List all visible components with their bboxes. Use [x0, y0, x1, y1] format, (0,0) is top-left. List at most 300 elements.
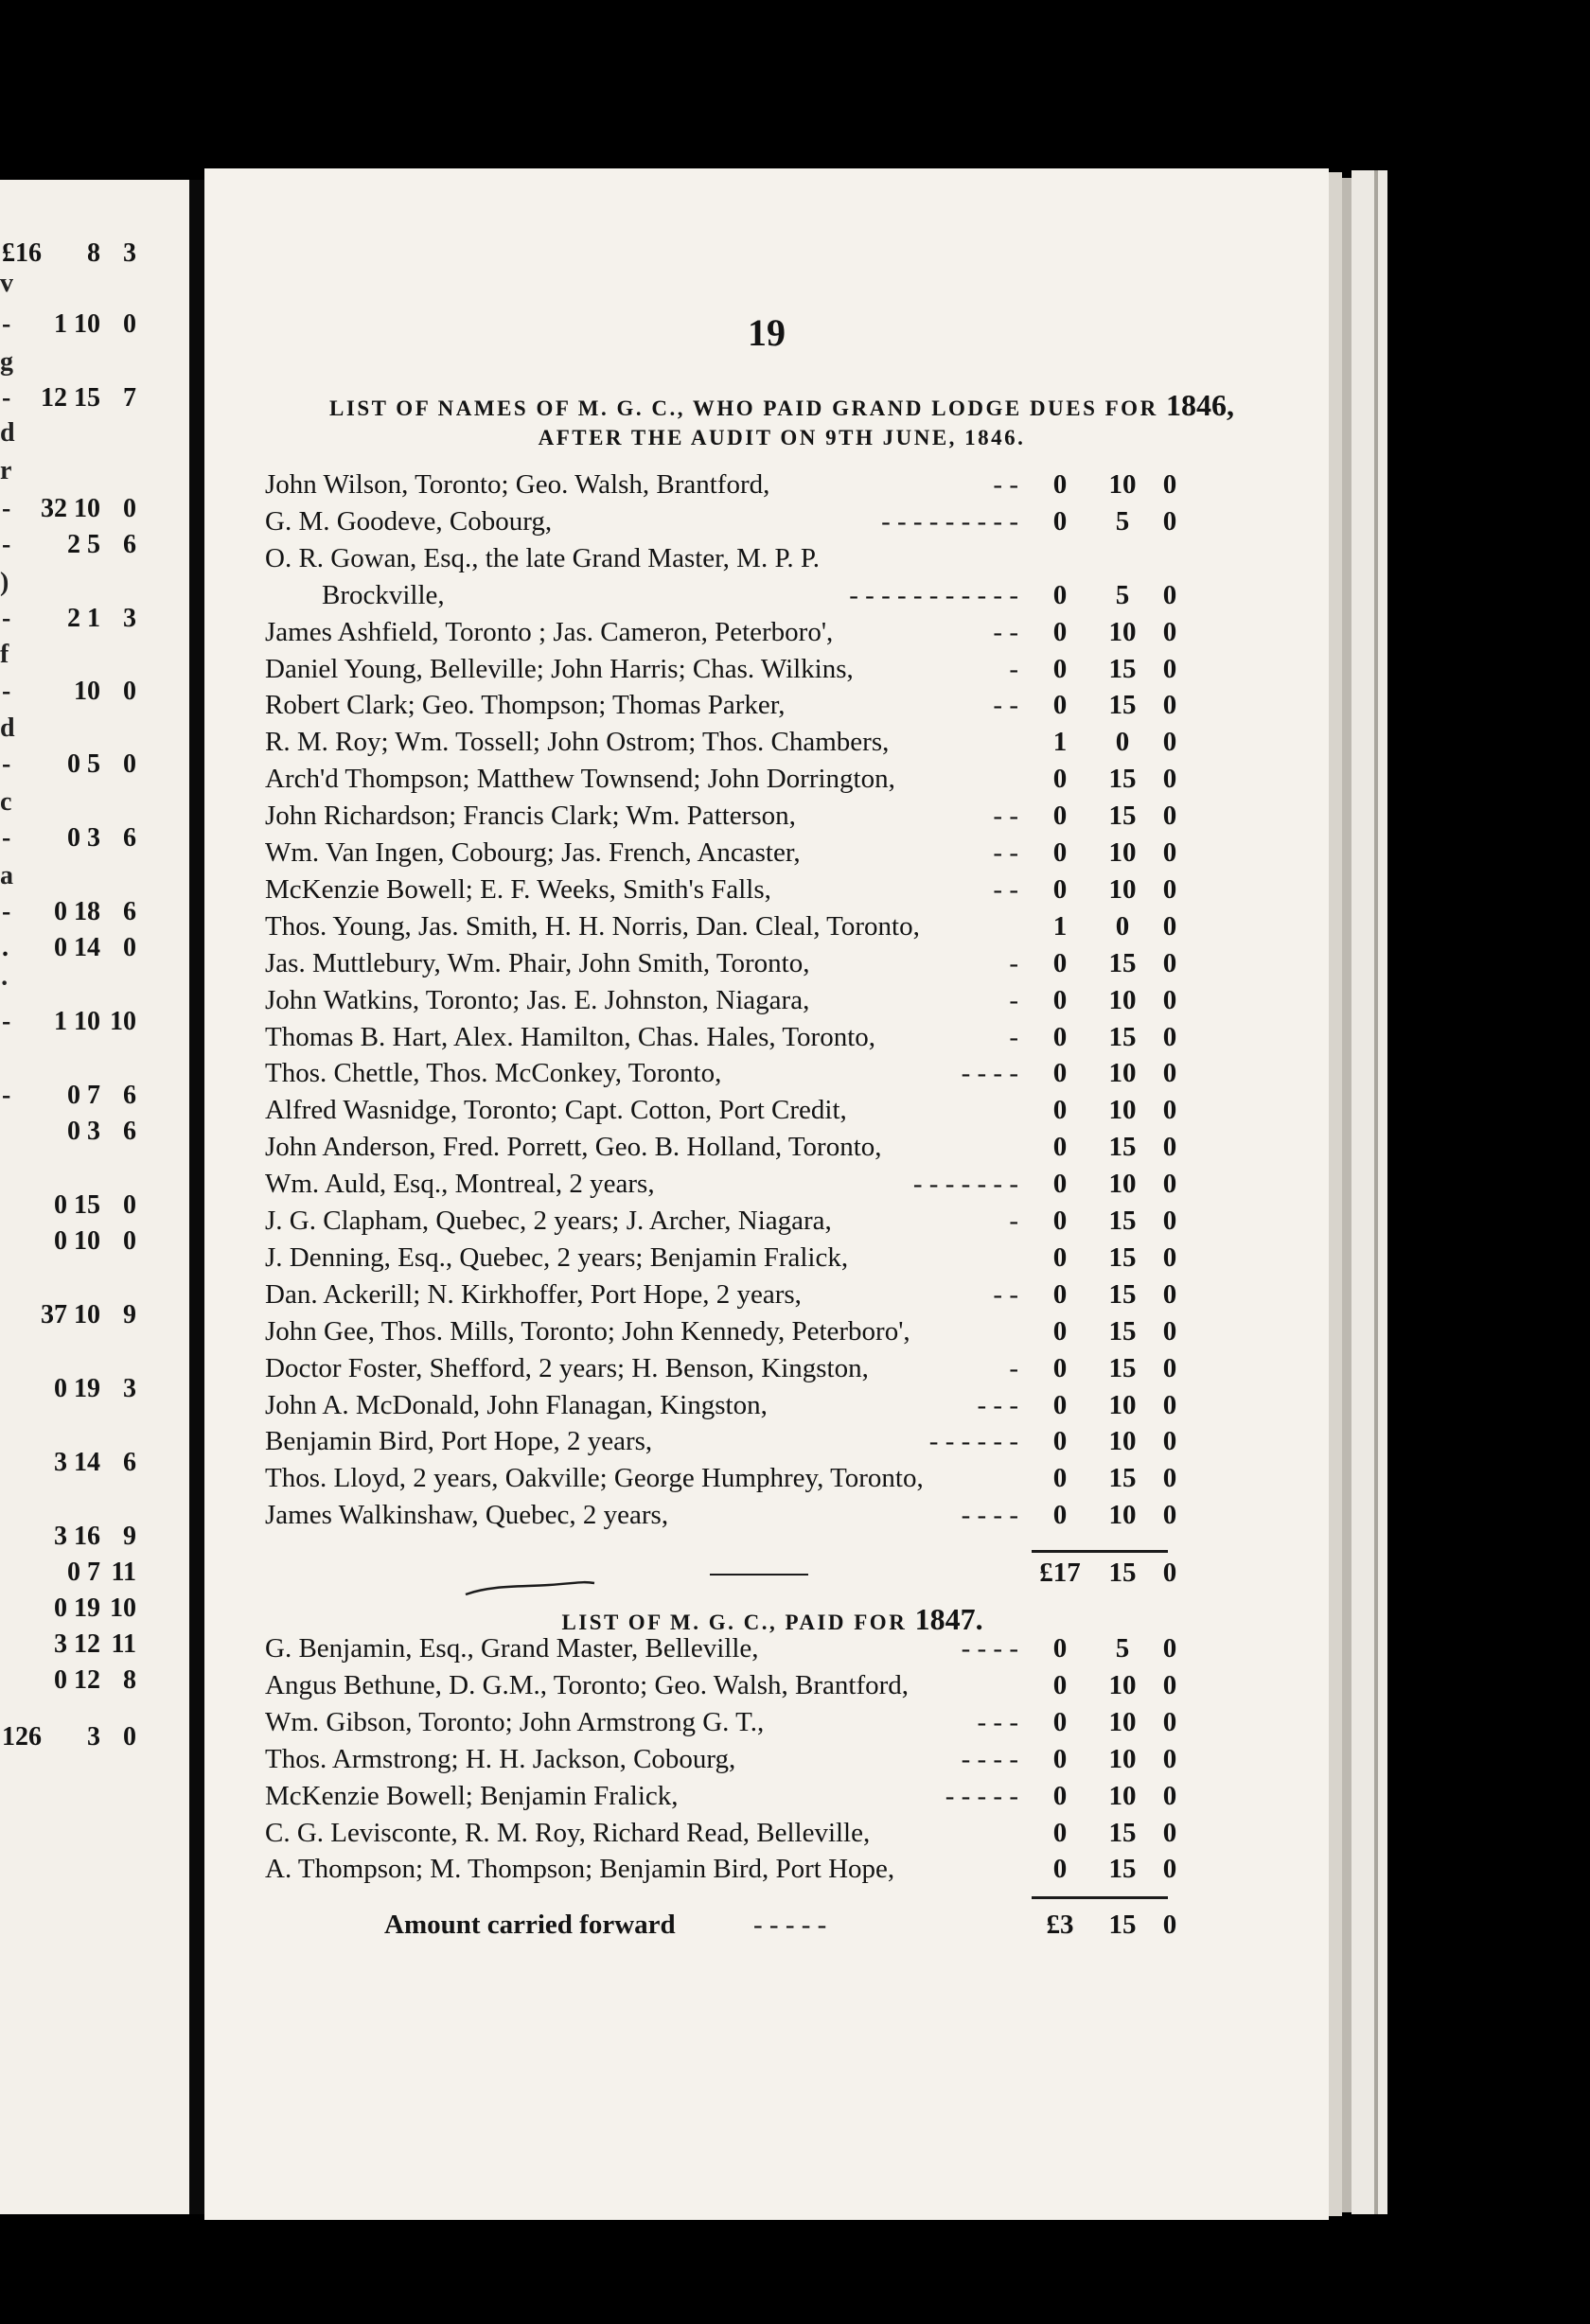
amount-pounds: 0 [1052, 1706, 1068, 1737]
left-page-row [0, 677, 140, 714]
left-row-pence: 0 [123, 494, 136, 523]
left-row-amount: 0 10 [54, 1226, 100, 1256]
entry-name: Thomas B. Hart, Alex. Hamilton, Chas. Hales, Toronto, [265, 1021, 876, 1052]
heading-1847 [299, 1602, 1246, 1637]
left-row-amount: 0 18 [54, 897, 100, 926]
entry-row [204, 985, 1329, 1023]
amount-pence: 0 [1162, 1780, 1177, 1811]
entry-row [204, 1781, 1329, 1819]
heading-1847-year: 1847. [914, 1602, 983, 1636]
amount-pence: 0 [1162, 873, 1177, 905]
entry-row [204, 1316, 1329, 1354]
amount-pence: 0 [1162, 727, 1177, 758]
amount-pounds: 0 [1052, 1854, 1068, 1885]
heading-1846 [261, 388, 1302, 423]
left-row-pence: 0 [123, 677, 136, 706]
leader-dashes: - - - [977, 1706, 1018, 1737]
entry-row [204, 837, 1329, 875]
left-page-row [0, 1722, 140, 1760]
leader-dashes: - - - - [961, 1743, 1018, 1774]
left-row-label: . [2, 933, 9, 962]
entry-row [204, 1169, 1329, 1206]
left-row-label: 126 [2, 1722, 42, 1752]
entry-name: Thos. Lloyd, 2 years, Oakville; George Humphrey, Toronto, [265, 1463, 924, 1494]
left-row-amount: 3 12 [54, 1629, 100, 1659]
entry-name: G. M. Goodeve, Cobourg, [265, 505, 553, 537]
entry-name: Brockville, [322, 579, 445, 610]
entry-name: John Wilson, Toronto; Geo. Walsh, Brantford, [265, 469, 770, 500]
left-row-amount: 0 3 [67, 823, 100, 853]
left-page-fragment: v [0, 269, 13, 298]
amount-pence: 0 [1162, 690, 1177, 721]
left-row-pence: 0 [123, 933, 136, 962]
amount-pounds: 0 [1052, 1132, 1068, 1163]
entry-row [204, 506, 1329, 544]
left-page-fragment: d [0, 713, 15, 743]
entry-name: Wm. Gibson, Toronto; John Armstrong G. T., [265, 1706, 765, 1737]
amount-pence: 0 [1162, 1315, 1177, 1347]
page-gutter [189, 180, 204, 2214]
amount-pounds: 0 [1052, 837, 1068, 868]
left-row-label: - [2, 823, 11, 853]
left-page-row [0, 1190, 140, 1228]
left-row-label: - [2, 677, 11, 706]
leader-dashes: - - - - [961, 1500, 1018, 1531]
amount-pounds: 0 [1052, 1780, 1068, 1811]
left-row-pence: 6 [123, 1081, 136, 1110]
amount-pence: 0 [1162, 1854, 1177, 1885]
amount-pounds: 0 [1052, 1352, 1068, 1383]
amount-pence: 0 [1162, 579, 1177, 610]
amount-pounds: 0 [1052, 947, 1068, 978]
amount-pence: 0 [1162, 1389, 1177, 1420]
leader-dashes: - - - - - - - - - - - [849, 579, 1018, 610]
heading-1846-text: LIST OF NAMES OF M. G. C., WHO PAID GRAND LODGE DUES FOR [329, 396, 1158, 420]
left-row-pence: 10 [110, 1593, 136, 1623]
entry-name: James Ashfield, Toronto ; Jas. Cameron, Peterboro', [265, 616, 834, 647]
amount-shillings: 10 [1108, 1706, 1137, 1737]
left-page-row [0, 1448, 140, 1486]
left-row-pence: 6 [123, 897, 136, 926]
left-row-amount: 0 3 [67, 1117, 100, 1146]
entry-row [204, 874, 1329, 912]
amount-shillings: 15 [1108, 1315, 1137, 1347]
left-page-row [0, 1629, 140, 1667]
amount-shillings: 5 [1115, 505, 1130, 537]
amount-pence: 0 [1162, 469, 1177, 500]
amount-shillings: 15 [1108, 1854, 1137, 1885]
entry-row [204, 1390, 1329, 1428]
amount-shillings: 10 [1108, 1780, 1137, 1811]
entry-name: John Watkins, Toronto; Jas. E. Johnston, Niagara, [265, 984, 810, 1015]
left-row-amount: 0 19 [54, 1374, 100, 1403]
amount-pounds: 0 [1052, 579, 1068, 610]
leader-dashes: - - [993, 801, 1018, 832]
amount-pence: 0 [1162, 1558, 1177, 1588]
amount-pence: 0 [1162, 1500, 1177, 1531]
leader-dashes: - - - - - [753, 1910, 827, 1940]
amount-pence: 0 [1162, 1352, 1177, 1383]
left-row-amount: 0 19 [54, 1593, 100, 1623]
amount-pence: 0 [1162, 1021, 1177, 1052]
amount-pounds: 0 [1052, 1058, 1068, 1089]
left-page-row [0, 604, 140, 642]
leader-dashes: - [1009, 1021, 1018, 1052]
entry-name: Daniel Young, Belleville; John Harris; Chas. Wilkins, [265, 653, 854, 684]
left-row-label: - [2, 309, 11, 339]
amount-pounds: 0 [1052, 764, 1068, 795]
entry-row [204, 1353, 1329, 1391]
left-row-pence: 10 [110, 1007, 136, 1036]
amount-pence: 0 [1162, 1132, 1177, 1163]
entry-name: Thos. Chettle, Thos. McConkey, Toronto, [265, 1058, 722, 1089]
entry-name: John Richardson; Francis Clark; Wm. Patterson, [265, 801, 796, 832]
entry-row [204, 1426, 1329, 1464]
left-page-row [0, 1522, 140, 1559]
entry-name: McKenzie Bowell; Benjamin Fralick, [265, 1780, 679, 1811]
leader-dashes: - - [993, 616, 1018, 647]
page-edge [1329, 172, 1342, 2216]
entry-row [204, 617, 1329, 655]
main-page [204, 168, 1329, 2220]
amount-shillings: 15 [1108, 764, 1137, 795]
left-row-pence: 6 [123, 530, 136, 559]
left-row-pence: 9 [123, 1300, 136, 1329]
amount-shillings: 5 [1115, 1633, 1130, 1664]
amount-shillings: 15 [1108, 1278, 1137, 1310]
amount-pounds: 0 [1052, 1095, 1068, 1126]
amount-pounds: 0 [1052, 1743, 1068, 1774]
entry-row [204, 1818, 1329, 1856]
entry-name: John A. McDonald, John Flanagan, Kingston, [265, 1389, 768, 1420]
amount-pounds: 0 [1052, 873, 1068, 905]
left-row-label: £16 [2, 238, 42, 268]
sum-rule-1846 [1032, 1550, 1168, 1553]
amount-pounds: 0 [1052, 1241, 1068, 1273]
amount-pounds: 0 [1052, 1278, 1068, 1310]
amount-pounds: 0 [1052, 505, 1068, 537]
entry-row [204, 1132, 1329, 1170]
left-page-fragment: · [0, 969, 9, 998]
left-row-pence: 8 [123, 1665, 136, 1695]
amount-shillings: 15 [1108, 1021, 1137, 1052]
amount-pounds: 0 [1052, 1426, 1068, 1457]
entry-row [204, 580, 1329, 618]
entry-name: Angus Bethune, D. G.M., Toronto; Geo. Walsh, Brantford, [265, 1669, 910, 1700]
amount-pounds: 0 [1052, 1389, 1068, 1420]
left-page-row [0, 897, 140, 935]
entry-row [204, 801, 1329, 838]
amount-pence: 0 [1162, 1910, 1177, 1940]
amount-shillings: 15 [1108, 690, 1137, 721]
entry-row [204, 1633, 1329, 1671]
left-page-row [0, 1593, 140, 1631]
left-row-amount: 32 10 [41, 494, 100, 523]
left-row-pence: 3 [123, 1374, 136, 1403]
heading-audit: AFTER THE AUDIT ON 9TH JUNE, 1846. [538, 426, 1026, 449]
left-row-pence: 0 [123, 749, 136, 779]
left-row-pence: 6 [123, 1448, 136, 1477]
leader-dashes: - - [993, 1278, 1018, 1310]
entry-name: G. Benjamin, Esq., Grand Master, Belleville, [265, 1633, 759, 1664]
amount-shillings: 10 [1108, 1669, 1137, 1700]
amount-pounds: 0 [1052, 1633, 1068, 1664]
amount-pounds: 0 [1052, 1206, 1068, 1236]
amount-shillings: 15 [1108, 1558, 1137, 1588]
amount-shillings: 15 [1108, 1206, 1137, 1236]
left-row-label: - [2, 749, 11, 779]
entry-row [204, 948, 1329, 986]
amount-pounds: 0 [1052, 1500, 1068, 1531]
amount-shillings: 10 [1108, 837, 1137, 868]
entry-row [204, 1500, 1329, 1538]
left-row-pence: 0 [123, 1226, 136, 1256]
entry-row [204, 469, 1329, 507]
entry-name: John Anderson, Fred. Porrett, Geo. B. Holland, Toronto, [265, 1132, 882, 1163]
page-edge [1352, 170, 1387, 2214]
entry-name: Dan. Ackerill; N. Kirkhoffer, Port Hope, 2 years, [265, 1278, 802, 1310]
amount-shillings: 10 [1108, 873, 1137, 905]
entry-name: Robert Clark; Geo. Thompson; Thomas Parker, [265, 690, 786, 721]
left-page-row [0, 1558, 140, 1595]
entry-name: A. Thompson; M. Thompson; Benjamin Bird, Port Hope, [265, 1854, 895, 1885]
left-page-row [0, 238, 140, 276]
amount-shillings: 0 [1115, 727, 1130, 758]
left-row-amount: 2 5 [67, 530, 100, 559]
amount-pounds: 0 [1052, 690, 1068, 721]
left-row-amount: 0 7 [67, 1558, 100, 1587]
amount-shillings: 15 [1108, 653, 1137, 684]
entry-row [204, 911, 1329, 949]
carried-forward-row [204, 1910, 1329, 1947]
amount-pounds: 0 [1052, 801, 1068, 832]
leader-dashes: - - [993, 873, 1018, 905]
leader-dashes: - - - - - - [928, 1426, 1018, 1457]
entry-name: Thos. Armstrong; H. H. Jackson, Cobourg, [265, 1743, 736, 1774]
entry-name: Wm. Auld, Esq., Montreal, 2 years, [265, 1169, 655, 1200]
amount-shillings: 15 [1108, 1352, 1137, 1383]
page-number: 19 [748, 311, 786, 354]
amount-pounds: 1 [1052, 727, 1068, 758]
entry-row [204, 654, 1329, 692]
amount-pence: 0 [1162, 1669, 1177, 1700]
left-row-amount: 12 15 [41, 383, 100, 413]
amount-pounds: 0 [1052, 653, 1068, 684]
leader-dashes: - - [993, 469, 1018, 500]
amount-pence: 0 [1162, 1817, 1177, 1848]
amount-pence: 0 [1162, 801, 1177, 832]
amount-shillings: 0 [1115, 910, 1130, 942]
entry-name: Doctor Foster, Shefford, 2 years; H. Benson, Kingston, [265, 1352, 869, 1383]
leader-dashes: - [1009, 984, 1018, 1015]
left-row-pence: 9 [123, 1522, 136, 1551]
amount-shillings: 10 [1108, 1389, 1137, 1420]
amount-shillings: 10 [1108, 1743, 1137, 1774]
left-row-pence: 6 [123, 823, 136, 853]
left-page-row [0, 1117, 140, 1154]
amount-shillings: 10 [1108, 469, 1137, 500]
left-row-label: - [2, 1007, 11, 1036]
left-row-amount: 0 15 [54, 1190, 100, 1220]
amount-pounds: 0 [1052, 1669, 1068, 1700]
amount-shillings: 10 [1108, 1426, 1137, 1457]
amount-pounds: 0 [1052, 1021, 1068, 1052]
leader-dashes: - - - - - [945, 1780, 1018, 1811]
amount-pence: 0 [1162, 505, 1177, 537]
entry-name: O. R. Gowan, Esq., the late Grand Master, M. P. P. [265, 542, 821, 573]
left-row-amount: 10 [74, 677, 100, 706]
left-row-pence: 6 [123, 1117, 136, 1146]
leader-dashes: - - - - - - - - - [881, 505, 1018, 537]
left-row-amount: 0 5 [67, 749, 100, 779]
amount-pence: 0 [1162, 1058, 1177, 1089]
entry-row [204, 690, 1329, 728]
amount-pence: 0 [1162, 947, 1177, 978]
left-page-row [0, 383, 140, 421]
entry-name: Benjamin Bird, Port Hope, 2 years, [265, 1426, 653, 1457]
amount-pence: 0 [1162, 1095, 1177, 1126]
left-row-amount: 1 10 [54, 1007, 100, 1036]
entry-name: J. G. Clapham, Quebec, 2 years; J. Archer, Niagara, [265, 1206, 832, 1236]
left-row-pence: 0 [123, 309, 136, 339]
entry-row [204, 1707, 1329, 1745]
left-row-pence: 3 [123, 604, 136, 633]
page-edge [1342, 178, 1352, 2212]
left-page-fragment: c [0, 787, 12, 817]
left-row-amount: 8 [87, 238, 100, 268]
leader-dashes: - - - - [961, 1058, 1018, 1089]
amount-pence: 0 [1162, 1463, 1177, 1494]
left-page-fragment: ) [0, 568, 9, 597]
entry-row [204, 764, 1329, 801]
heading-1846-year: 1846, [1165, 388, 1234, 422]
left-row-amount: 0 14 [54, 933, 100, 962]
left-row-amount: 3 16 [54, 1522, 100, 1551]
carried-forward-label: Amount carried forward [384, 1910, 676, 1940]
left-page-row [0, 1665, 140, 1703]
amount-pounds: 1 [1052, 910, 1068, 942]
left-page-row [0, 933, 140, 971]
entry-name: McKenzie Bowell; E. F. Weeks, Smith's Falls, [265, 873, 771, 905]
entry-row [204, 1463, 1329, 1501]
left-row-amount: 1 10 [54, 309, 100, 339]
left-row-label: - [2, 1081, 11, 1110]
amount-pounds: 0 [1052, 1315, 1068, 1347]
entry-row [204, 1242, 1329, 1280]
leader-dashes: - - - - [961, 1633, 1018, 1664]
left-page-row [0, 309, 140, 347]
left-page-fragment: a [0, 861, 13, 890]
amount-shillings: 10 [1108, 1169, 1137, 1200]
amount-pounds: 0 [1052, 469, 1068, 500]
heading-1847-text: LIST OF M. G. C., PAID FOR [561, 1611, 908, 1634]
amount-shillings: 10 [1108, 616, 1137, 647]
amount-pounds: 0 [1052, 1463, 1068, 1494]
leader-dashes: - - [993, 837, 1018, 868]
amount-pence: 0 [1162, 1743, 1177, 1774]
entry-row [204, 1279, 1329, 1317]
entry-name: John Gee, Thos. Mills, Toronto; John Kennedy, Peterboro', [265, 1315, 910, 1347]
entry-row [204, 543, 1329, 581]
left-row-pence: 3 [123, 238, 136, 268]
leader-dashes: - [1009, 653, 1018, 684]
amount-pounds: 0 [1052, 984, 1068, 1015]
left-page-row [0, 749, 140, 787]
left-row-amount: 2 1 [67, 604, 100, 633]
entry-row [204, 1670, 1329, 1708]
left-page-fragment: d [0, 418, 15, 448]
amount-pence: 0 [1162, 1633, 1177, 1664]
left-page-row [0, 494, 140, 532]
entry-name: Alfred Wasnidge, Toronto; Capt. Cotton, Port Credit, [265, 1095, 847, 1126]
amount-pence: 0 [1162, 764, 1177, 795]
amount-pence: 0 [1162, 653, 1177, 684]
entry-name: J. Denning, Esq., Quebec, 2 years; Benjamin Fralick, [265, 1241, 849, 1273]
amount-shillings: 15 [1108, 801, 1137, 832]
left-page-row [0, 530, 140, 568]
left-row-amount: 37 10 [41, 1300, 100, 1329]
left-row-amount: 3 [87, 1722, 100, 1752]
left-page-row [0, 1226, 140, 1264]
entry-row [204, 1058, 1329, 1096]
amount-pounds: £3 [1046, 1910, 1074, 1940]
entry-name: James Walkinshaw, Quebec, 2 years, [265, 1500, 669, 1531]
left-facing-page [0, 180, 189, 2214]
left-row-pence: 11 [111, 1629, 136, 1659]
sum-rule-1847 [1032, 1896, 1168, 1899]
left-page-row [0, 1007, 140, 1045]
amount-pence: 0 [1162, 1426, 1177, 1457]
total-row-1846 [204, 1558, 1329, 1595]
leader-dashes: - - - - - - - [912, 1169, 1018, 1200]
entry-row [204, 1095, 1329, 1133]
left-row-label: - [2, 604, 11, 633]
amount-pounds: £17 [1039, 1558, 1081, 1588]
entry-name: R. M. Roy; Wm. Tossell; John Ostrom; Thos. Chambers, [265, 727, 890, 758]
amount-shillings: 15 [1108, 1910, 1137, 1940]
entry-name: C. G. Levisconte, R. M. Roy, Richard Read, Belleville, [265, 1817, 871, 1848]
amount-pence: 0 [1162, 1706, 1177, 1737]
entry-row [204, 727, 1329, 765]
leader-dashes: - [1009, 947, 1018, 978]
left-row-amount: 0 12 [54, 1665, 100, 1695]
amount-pence: 0 [1162, 1206, 1177, 1236]
page-edge [1374, 170, 1378, 2214]
left-page-row [0, 1300, 140, 1338]
left-row-amount: 3 14 [54, 1448, 100, 1477]
leader-dashes: - - [993, 690, 1018, 721]
entry-row [204, 1206, 1329, 1243]
leader-dashes: - [1009, 1352, 1018, 1383]
left-page-row [0, 823, 140, 861]
left-row-amount: 0 7 [67, 1081, 100, 1110]
amount-pence: 0 [1162, 910, 1177, 942]
left-row-label: - [2, 530, 11, 559]
left-page-fragment: f [0, 640, 9, 669]
amount-shillings: 10 [1108, 1500, 1137, 1531]
amount-pence: 0 [1162, 837, 1177, 868]
entry-name: Jas. Muttlebury, Wm. Phair, John Smith, Toronto, [265, 947, 810, 978]
amount-shillings: 10 [1108, 1095, 1137, 1126]
entry-row [204, 1744, 1329, 1782]
left-row-pence: 11 [111, 1558, 136, 1587]
left-page-fragment: r [0, 456, 12, 485]
entry-row [204, 1854, 1329, 1892]
amount-shillings: 15 [1108, 947, 1137, 978]
amount-pence: 0 [1162, 1278, 1177, 1310]
amount-pounds: 0 [1052, 616, 1068, 647]
leader-dashes: - - - [977, 1389, 1018, 1420]
